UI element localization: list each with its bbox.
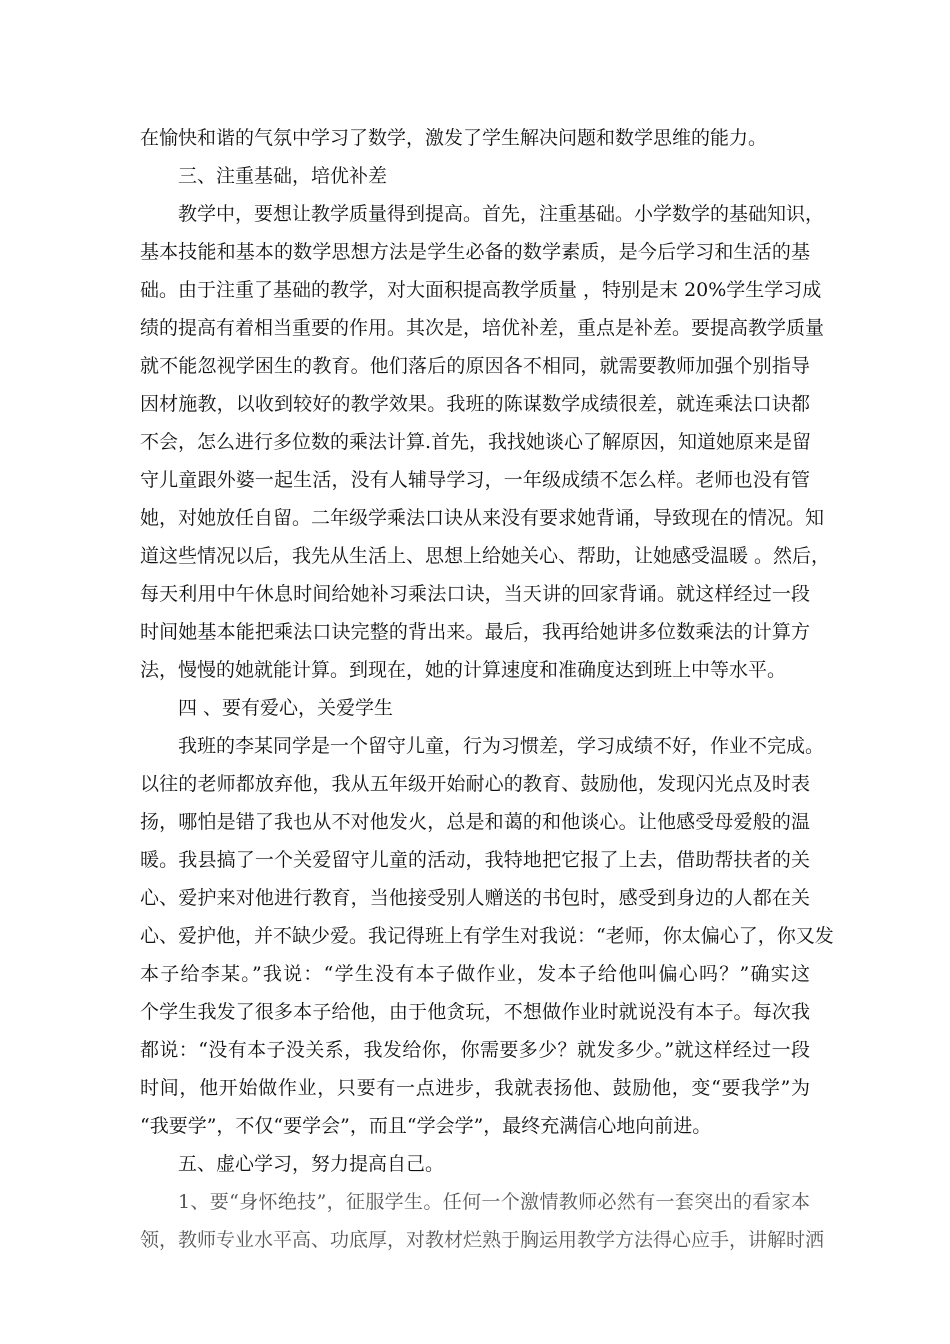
text-line: 守儿童跟外婆一起生活，没有人辅导学习，一年级成绩不怎么样。老师也没有管	[140, 469, 810, 491]
section-heading: 五、虚心学习，努力提高自己。	[178, 1153, 445, 1175]
document-page	[140, 119, 834, 1259]
text-line: 1、要“身怀绝技”，征服学生。任何一个激情教师必然有一套突出的看家本	[178, 1191, 810, 1213]
text-line: 心、爱护他，并不缺少爱。我记得班上有学生对我说：“老师，你太偏心了，你又发	[140, 925, 834, 947]
text-line: 在愉快和谐的气氛中学习了数学，激发了学生解决问题和数学思维的能力。	[140, 127, 768, 149]
text-line: 以往的老师都放弃他，我从五年级开始耐心的教育、鼓励他，发现闪光点及时表	[140, 773, 810, 795]
text-line: 我班的李某同学是一个留守儿童，行为习惯差，学习成绩不好，作业不完成。	[178, 735, 825, 757]
text-line: 时间，他开始做作业，只要有一点进步，我就表扬他、鼓励他，变“要我学”为	[140, 1077, 810, 1099]
text-line: 每天利用中午休息时间给她补习乘法口诀，当天讲的回家背诵。就这样经过一段	[140, 583, 810, 605]
text-line: 都说：“没有本子没关系，我发给你，你需要多少？就发多少。”就这样经过一段	[140, 1039, 810, 1061]
text-line: 基本技能和基本的数学思想方法是学生必备的数学素质，是今后学习和生活的基	[140, 241, 810, 263]
text-line: 暖。我县搞了一个关爱留守儿童的活动，我特地把它报了上去，借助帮扶者的关	[140, 849, 810, 871]
text-line: “我要学”，不仅“要学会”，而且“学会学”，最终充满信心地向前进。	[140, 1115, 712, 1137]
text-line: 绩的提高有着相当重要的作用。其次是，培优补差，重点是补差。要提高教学质量	[140, 317, 825, 339]
text-line: 就不能忽视学困生的教育。他们落后的原因各不相同，就需要教师加强个别指导	[140, 355, 810, 377]
text-line: 础。由于注重了基础的教学，对大面积提高教学质量 ，特别是末 20%学生学习成	[140, 279, 822, 301]
section-heading: 四 、要有爱心，关爱学生	[178, 697, 394, 719]
text-line: 道这些情况以后，我先从生活上、思想上给她关心、帮助，让她感受温暖 。然后，	[140, 545, 831, 567]
text-line: 领，教师专业水平高、功底厚，对教材烂熟于胸运用教学方法得心应手，讲解时洒	[140, 1229, 825, 1251]
section-heading: 三、注重基础，培优补差	[178, 165, 388, 187]
text-line: 教学中，要想让教学质量得到提高。首先，注重基础。小学数学的基础知识，	[178, 203, 825, 225]
text-line: 因材施教，以收到较好的教学效果。我班的陈谋数学成绩很差，就连乘法口诀都	[140, 393, 810, 415]
text-line: 她，对她放任自留。二年级学乘法口诀从来没有要求她背诵，导致现在的情况。知	[140, 507, 825, 529]
text-line: 不会，怎么进行多位数的乘法计算.首先，我找她谈心了解原因，知道她原来是留	[140, 431, 812, 453]
text-line: 法，慢慢的她就能计算。到现在，她的计算速度和准确度达到班上中等水平。	[140, 659, 787, 681]
text-line: 个学生我发了很多本子给他，由于他贪玩，不想做作业时就说没有本子。每次我	[140, 1001, 810, 1023]
text-line: 时间她基本能把乘法口诀完整的背出来。最后，我再给她讲多位数乘法的计算方	[140, 621, 810, 643]
text-line: 本子给李某。”我说：“学生没有本子做作业，发本子给他叫偏心吗？”确实这	[140, 963, 810, 985]
text-line: 心、爱护来对他进行教育，当他接受别人赠送的书包时，感受到身边的人都在关	[140, 887, 810, 909]
text-line: 扬，哪怕是错了我也从不对他发火，总是和蔼的和他谈心。让他感受母爱般的温	[140, 811, 810, 833]
